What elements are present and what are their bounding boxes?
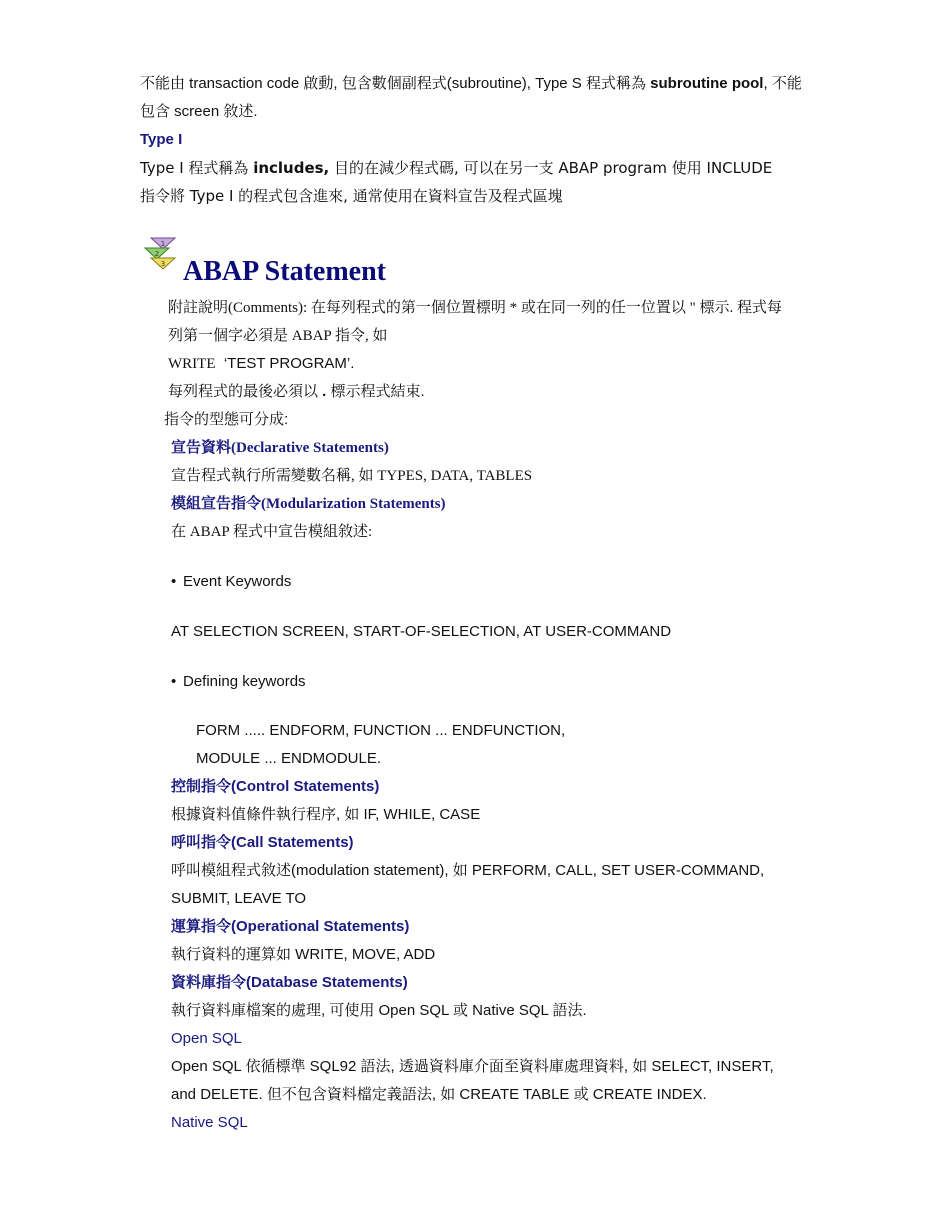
operational-desc: 執行資料的運算如 WRITE, MOVE, ADD (171, 946, 436, 963)
type-i-bold-term: includes, (253, 159, 330, 177)
call-desc-line-1: 呼叫模組程式敘述(modulation statement), 如 PERFORM, CALL, SET USER-COMMAND, (171, 862, 765, 879)
intro-text-tail: , 不能 (763, 75, 802, 92)
logo-number-1: 1 (160, 240, 166, 248)
bullet-dot-icon: • (171, 573, 177, 590)
end-text: 每列程式的最後必須以 (168, 383, 323, 400)
call-heading: 呼叫指令(Call Statements) (171, 834, 354, 851)
intro-line-2: 包含 screen 敘述. (140, 103, 258, 120)
logo-number-3: 3 (160, 260, 166, 268)
bullet-defining-keywords (171, 672, 306, 692)
open-sql-desc-line-2: and DELETE. 但不包含資料檔定義語法, 如 CREATE TABLE 或 CREATE INDEX. (171, 1086, 707, 1103)
write-keyword: WRITE (168, 356, 216, 372)
type-i-heading: Type I (140, 131, 183, 148)
intro-bold-term: subroutine pool (650, 75, 764, 92)
type-i-text: Type I 程式稱為 (140, 159, 254, 177)
end-line (168, 382, 425, 402)
logo-number-2: 2 (154, 250, 160, 258)
section-title: ABAP Statement (183, 256, 386, 287)
native-sql-heading: Native SQL (171, 1114, 248, 1131)
defining-list-line-1: FORM ..... ENDFORM, FUNCTION ... ENDFUNCTION, (196, 722, 566, 739)
type-i-line-1 (140, 158, 772, 178)
end-text-tail: 標示程式結束. (326, 383, 425, 400)
bullet-label: Event Keywords (183, 573, 292, 590)
bullet-event-keywords (171, 572, 291, 592)
bullet-dot-icon: • (171, 673, 177, 690)
open-sql-heading: Open SQL (171, 1030, 242, 1047)
operational-heading: 運算指令(Operational Statements) (171, 918, 410, 935)
bullet-label: Defining keywords (183, 673, 306, 690)
type-i-line-2: 指令將 Type I 的程式包含進來, 通常使用在資料宣告及程式區塊 (140, 187, 563, 205)
database-heading: 資料庫指令(Database Statements) (171, 974, 408, 991)
intro-text: 不能由 transaction code 啟動, 包含數個副程式(subroutine), Type S 程式稱為 (140, 75, 651, 92)
intro-line-1 (140, 74, 802, 94)
event-keyword-list: AT SELECTION SCREEN, START-OF-SELECTION, AT USER-COMMAND (171, 623, 672, 640)
declarative-heading: 宣告資料(Declarative Statements) (171, 440, 389, 456)
write-example (168, 354, 354, 374)
stacked-numbered-triangles-icon (139, 236, 179, 276)
declarative-desc: 宣告程式執行所需變數名稱, 如 TYPES, DATA, TABLES (171, 468, 533, 484)
write-argument: ‘TEST PROGRAM’. (223, 355, 355, 372)
comment-line-2: 列第一個字必須是 ABAP 指令, 如 (168, 328, 388, 344)
modularization-heading: 模組宣告指令(Modularization Statements) (171, 496, 446, 512)
defining-list-line-2: MODULE ... ENDMODULE. (196, 750, 382, 767)
call-desc-line-2: SUBMIT, LEAVE TO (171, 890, 307, 907)
end-period: . (322, 383, 327, 400)
comment-line-1: 附註說明(Comments): 在每列程式的第一個位置標明 * 或在同一列的任一位置以 " 標示. 程式每 (168, 300, 783, 316)
type-i-text-tail: 目的在減少程式碼, 可以在另一支 ABAP program 使用 INCLUDE (329, 159, 773, 177)
database-desc: 執行資料庫檔案的處理, 可使用 Open SQL 或 Native SQL 語法. (171, 1002, 587, 1019)
open-sql-desc-line-1: Open SQL 依循標準 SQL92 語法, 透過資料庫介面至資料庫處理資料, 如 SELECT, INSERT, (171, 1058, 774, 1075)
modularization-desc: 在 ABAP 程式中宣告模組敘述: (171, 524, 373, 540)
control-desc: 根據資料值條件執行程序, 如 IF, WHILE, CASE (171, 806, 481, 823)
control-heading: 控制指令(Control Statements) (171, 778, 380, 795)
types-intro: 指令的型態可分成: (164, 411, 289, 428)
